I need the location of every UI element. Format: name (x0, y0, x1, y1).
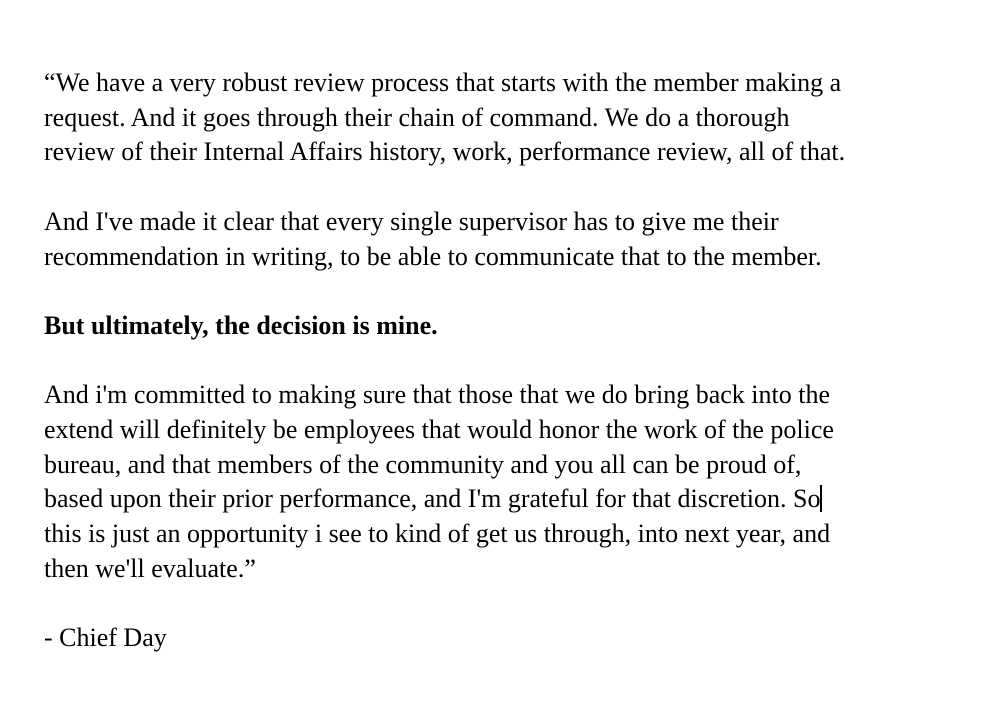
text-line-with-caret (44, 482, 984, 517)
text-line: based upon their prior performance, and I'm grateful for that discretion. So (44, 484, 821, 514)
text-line: bureau, and that members of the community and you all can be proud of, (44, 449, 802, 479)
paragraph-4 (44, 378, 984, 586)
text-line: recommendation in writing, to be able to communicate that to the member. (44, 241, 822, 271)
text-line: request. And it goes through their chain of command. We do a thorough (44, 102, 790, 132)
bold-statement (44, 309, 984, 344)
text-line: extend will definitely be employees that would honor the work of the police (44, 414, 834, 444)
paragraph-1 (44, 66, 984, 170)
attribution (44, 621, 984, 656)
text-line: “We have a very robust review process that starts with the member making a (44, 68, 842, 97)
text-line: And I've made it clear that every single supervisor has to give me their (44, 206, 779, 236)
paragraph-2 (44, 205, 984, 274)
text-line: - Chief Day (44, 623, 167, 653)
text-cursor (820, 485, 822, 512)
text-line: And i'm committed to making sure that those that we do bring back into the (44, 380, 830, 410)
text-line: this is just an opportunity i see to kind of get us through, into next year, and (44, 519, 831, 549)
text-line: then we'll evaluate.” (44, 553, 256, 583)
text-line: But ultimately, the decision is mine. (44, 310, 438, 340)
document-body[interactable] (44, 66, 984, 691)
text-line: review of their Internal Affairs history, work, performance review, all of that. (44, 137, 846, 167)
